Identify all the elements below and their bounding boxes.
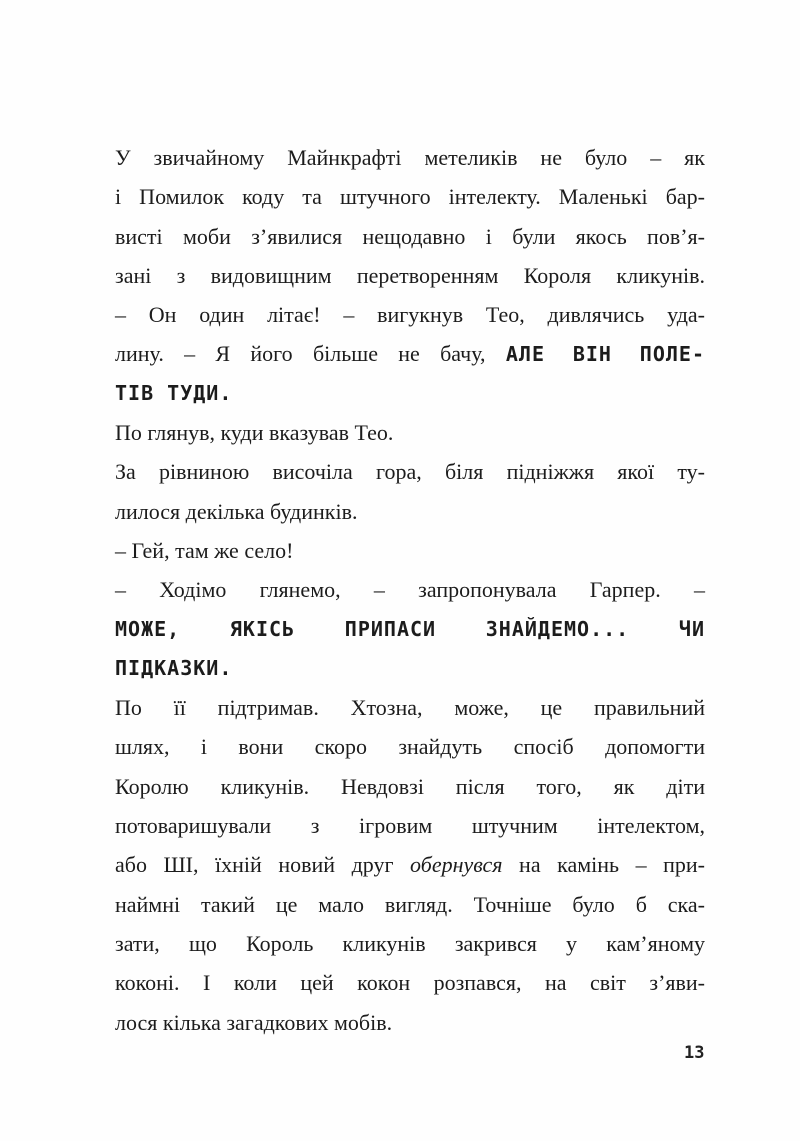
text-segment: наймні такий це мало вигляд. Точніше було б ска-: [115, 891, 705, 917]
text-segment: шлях, і вони скоро знайдуть спосіб допомогти: [115, 734, 705, 760]
text-line: [115, 492, 705, 531]
text-segment: – Гей, там же село!: [115, 537, 294, 563]
text-segment: По її підтримав. Хтозна, може, це правильний: [115, 695, 705, 721]
dialogue-line: [115, 295, 705, 334]
text-line: [115, 806, 705, 845]
page-number: 13: [684, 1043, 705, 1063]
dialogue-line: [115, 570, 705, 609]
dialogue-line: [115, 531, 705, 570]
italic-segment: обернувся: [410, 852, 503, 878]
text-segment: зані з видовищним перетворенням Короля кликунів.: [115, 262, 705, 288]
text-line: [115, 767, 705, 806]
text-segment: По глянув, куди вказував Тео.: [115, 420, 394, 446]
text-segment: – Ходімо глянемо, – запропонувала Гарпер. –: [115, 577, 705, 603]
text-line: [115, 845, 705, 884]
text-line: [115, 885, 705, 924]
text-line: [115, 334, 705, 373]
pixel-font-segment: МОЖЕ, ЯКІСЬ ПРИПАСИ ЗНАЙДЕМО... ЧИ: [115, 616, 705, 641]
text-line: [115, 452, 705, 491]
text-line: [115, 688, 705, 727]
pixel-text-line: [115, 649, 705, 688]
text-segment: Королю кликунів. Невдовзі після того, як діти: [115, 773, 705, 799]
text-segment: лилося декілька будинків.: [115, 498, 358, 524]
text-segment: За рівниною височіла гора, біля підніжжя якої ту-: [115, 459, 705, 485]
text-line: [115, 924, 705, 963]
text-line: [115, 256, 705, 295]
text-segment: – Он один літає! – вигукнув Тео, дивлячись уда-: [115, 302, 705, 328]
pixel-text-line: [115, 610, 705, 649]
text-segment: лину. – Я його більше не бачу,: [115, 341, 506, 367]
text-segment: потоваришували з ігровим штучним інтелектом,: [115, 813, 705, 839]
text-segment: на камінь – при-: [502, 852, 706, 878]
body-text: [115, 138, 705, 1042]
text-line: [115, 963, 705, 1002]
text-segment: У звичайному Майнкрафті метеликів не було – як: [115, 145, 705, 170]
text-segment: висті моби з’явилися нещодавно і були якось пов’я-: [115, 223, 705, 249]
pixel-font-segment: АЛЕ ВІН ПОЛЕ-: [505, 342, 705, 367]
text-line: [115, 413, 705, 452]
pixel-font-segment: ПІДКАЗКИ.: [115, 655, 233, 680]
text-line: [115, 177, 705, 216]
text-line: [115, 217, 705, 256]
text-segment: і Помилок коду та штучного інтелекту. Маленькі бар-: [115, 184, 705, 210]
text-segment: коконі. І коли цей кокон розпався, на світ з’яви-: [115, 970, 705, 996]
text-segment: лося кілька загадкових мобів.: [115, 1009, 393, 1035]
text-line: [115, 1003, 705, 1042]
text-line: [115, 727, 705, 766]
pixel-font-segment: ТІВ ТУДИ.: [115, 380, 233, 405]
text-segment: або ШІ, їхній новий друг: [115, 852, 411, 878]
text-segment: зати, що Король кликунів закрився у кам’яному: [115, 930, 705, 956]
text-line: [115, 138, 705, 177]
pixel-text-line: [115, 374, 705, 413]
